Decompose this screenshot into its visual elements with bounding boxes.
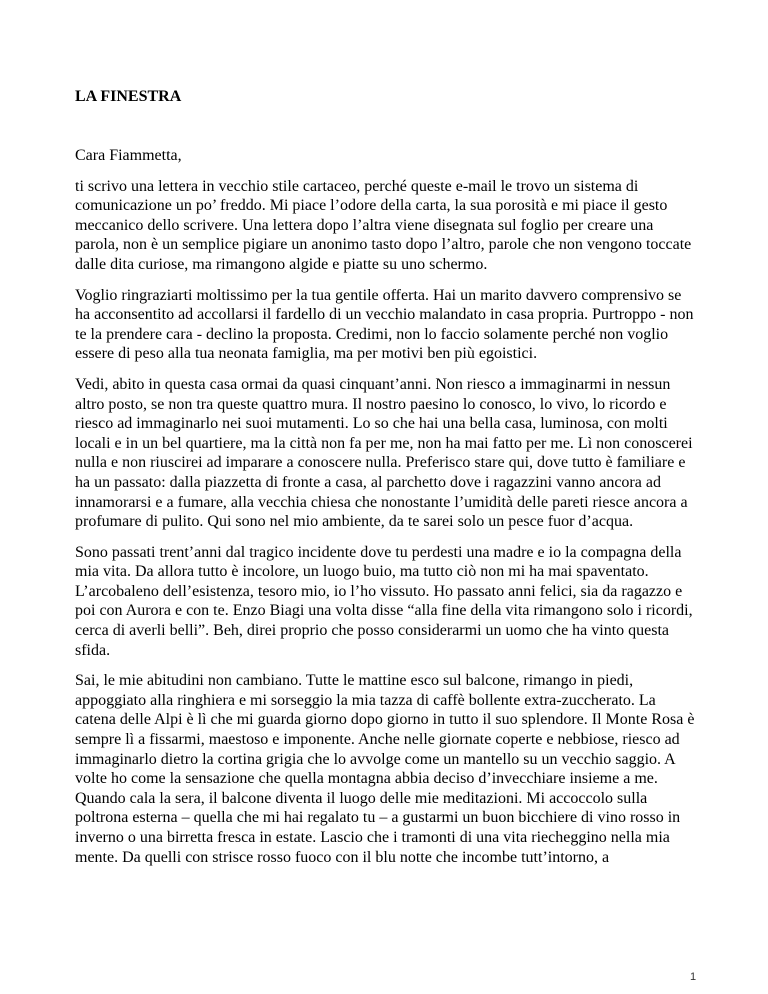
paragraph-3: Vedi, abito in questa casa ormai da quasi cinquant’anni. Non riesco a immaginarmi in nessun altro posto, se non tra queste quattro mura. Il nostro paesino lo conosco, lo vivo, lo ricordo e riesco ad immaginarlo nei suoi mutamenti. Lo so che hai una bella casa, luminosa, con molti locali e in un bel quartiere, ma la città non fa per me, non ha mai fatto per me. Lì non conoscerei nulla e non riuscirei ad imparare a conoscere nulla. Preferisco stare qui, dove tutto è familiare e ha un passato: dalla piazzetta di fronte a casa, al parchetto dove i ragazzini vanno ancora ad innamorarsi e a fumare, alla vecchia chiesa che nonostante l’umidità delle pareti riesce ancora a profumare di pulito. Qui sono nel mio ambiente, da te sarei solo un pesce fuor d’acqua. <box>75 375 693 531</box>
letter-body <box>75 146 697 878</box>
page-number: 1 <box>690 971 697 983</box>
document-title: LA FINESTRA <box>75 88 182 105</box>
paragraph-5: Sai, le mie abitudini non cambiano. Tutte le mattine esco sul balcone, rimango in piedi, appoggiato alla ringhiera e mi sorseggio la mia tazza di caffè bollente extra-zuccherato. La catena delle Alpi è lì che mi guarda giorno dopo giorno in tutto il suo splendore. Il Monte Rosa è sempre lì a fissarmi, maestoso e imponente. Anche nelle giornate coperte e nebbiose, riesco ad immaginarlo dietro la cortina grigia che lo avvolge come un mantello su un vecchio saggio. A volte ho come la sensazione che quella montagna abbia deciso d’invecchiare insieme a me. Quando cala la sera, il balcone diventa il luogo delle mie meditazioni. Mi accoccolo sulla poltrona esterna – quella che mi hai regalato tu – a gustarmi un buon bicchiere di vino rosso in inverno o una birretta fresca in estate. Lascio che i tramonti di una vita riecheggino nella mia mente. Da quelli con strisce rosso fuoco con il blu notte che incombe tutt’intorno, a <box>75 672 695 866</box>
paragraph-1: ti scrivo una lettera in vecchio stile cartaceo, perché queste e-mail le trovo un sistema di comunicazione un po’ freddo. Mi piace l’odore della carta, la sua porosità e mi piace il gesto meccanico dello scrivere. Una lettera dopo l’altra viene disegnata sul foglio per creare una parola, non è un semplice pigiare un anonimo tasto dopo l’altro, parole che non vengono toccate dalle dita curiose, ma rimangono algide e piatte su uno schermo. <box>75 177 692 273</box>
paragraph-4: Sono passati trent’anni dal tragico incidente dove tu perdesti una madre e io la compagna della mia vita. Da allora tutto è incolore, un luogo buio, ma tutto ciò non mi ha mai spaventato. L’arcobaleno dell’esistenza, tesoro mio, io l’ho vissuto. Ho passato anni felici, sia da ragazzo e poi con Aurora e con te. Enzo Biagi una volta disse “alla fine della vita rimangono solo i ricordi, cerca di averli belli”. Beh, direi proprio che posso considerarmi un uomo che ha vinto questa sfida. <box>75 543 693 659</box>
paragraph-2: Voglio ringraziarti moltissimo per la tua gentile offerta. Hai un marito davvero comprensivo se ha acconsentito ad accollarsi il fardello di un vecchio malandato in casa propria. Purtroppo - non te la prendere cara - declino la proposta. Credimi, non lo faccio solamente perché non voglio essere di peso alla tua neonata famiglia, ma per motivi ben più egoistici. <box>75 286 694 363</box>
letter-salutation: Cara Fiammetta, <box>75 147 182 164</box>
